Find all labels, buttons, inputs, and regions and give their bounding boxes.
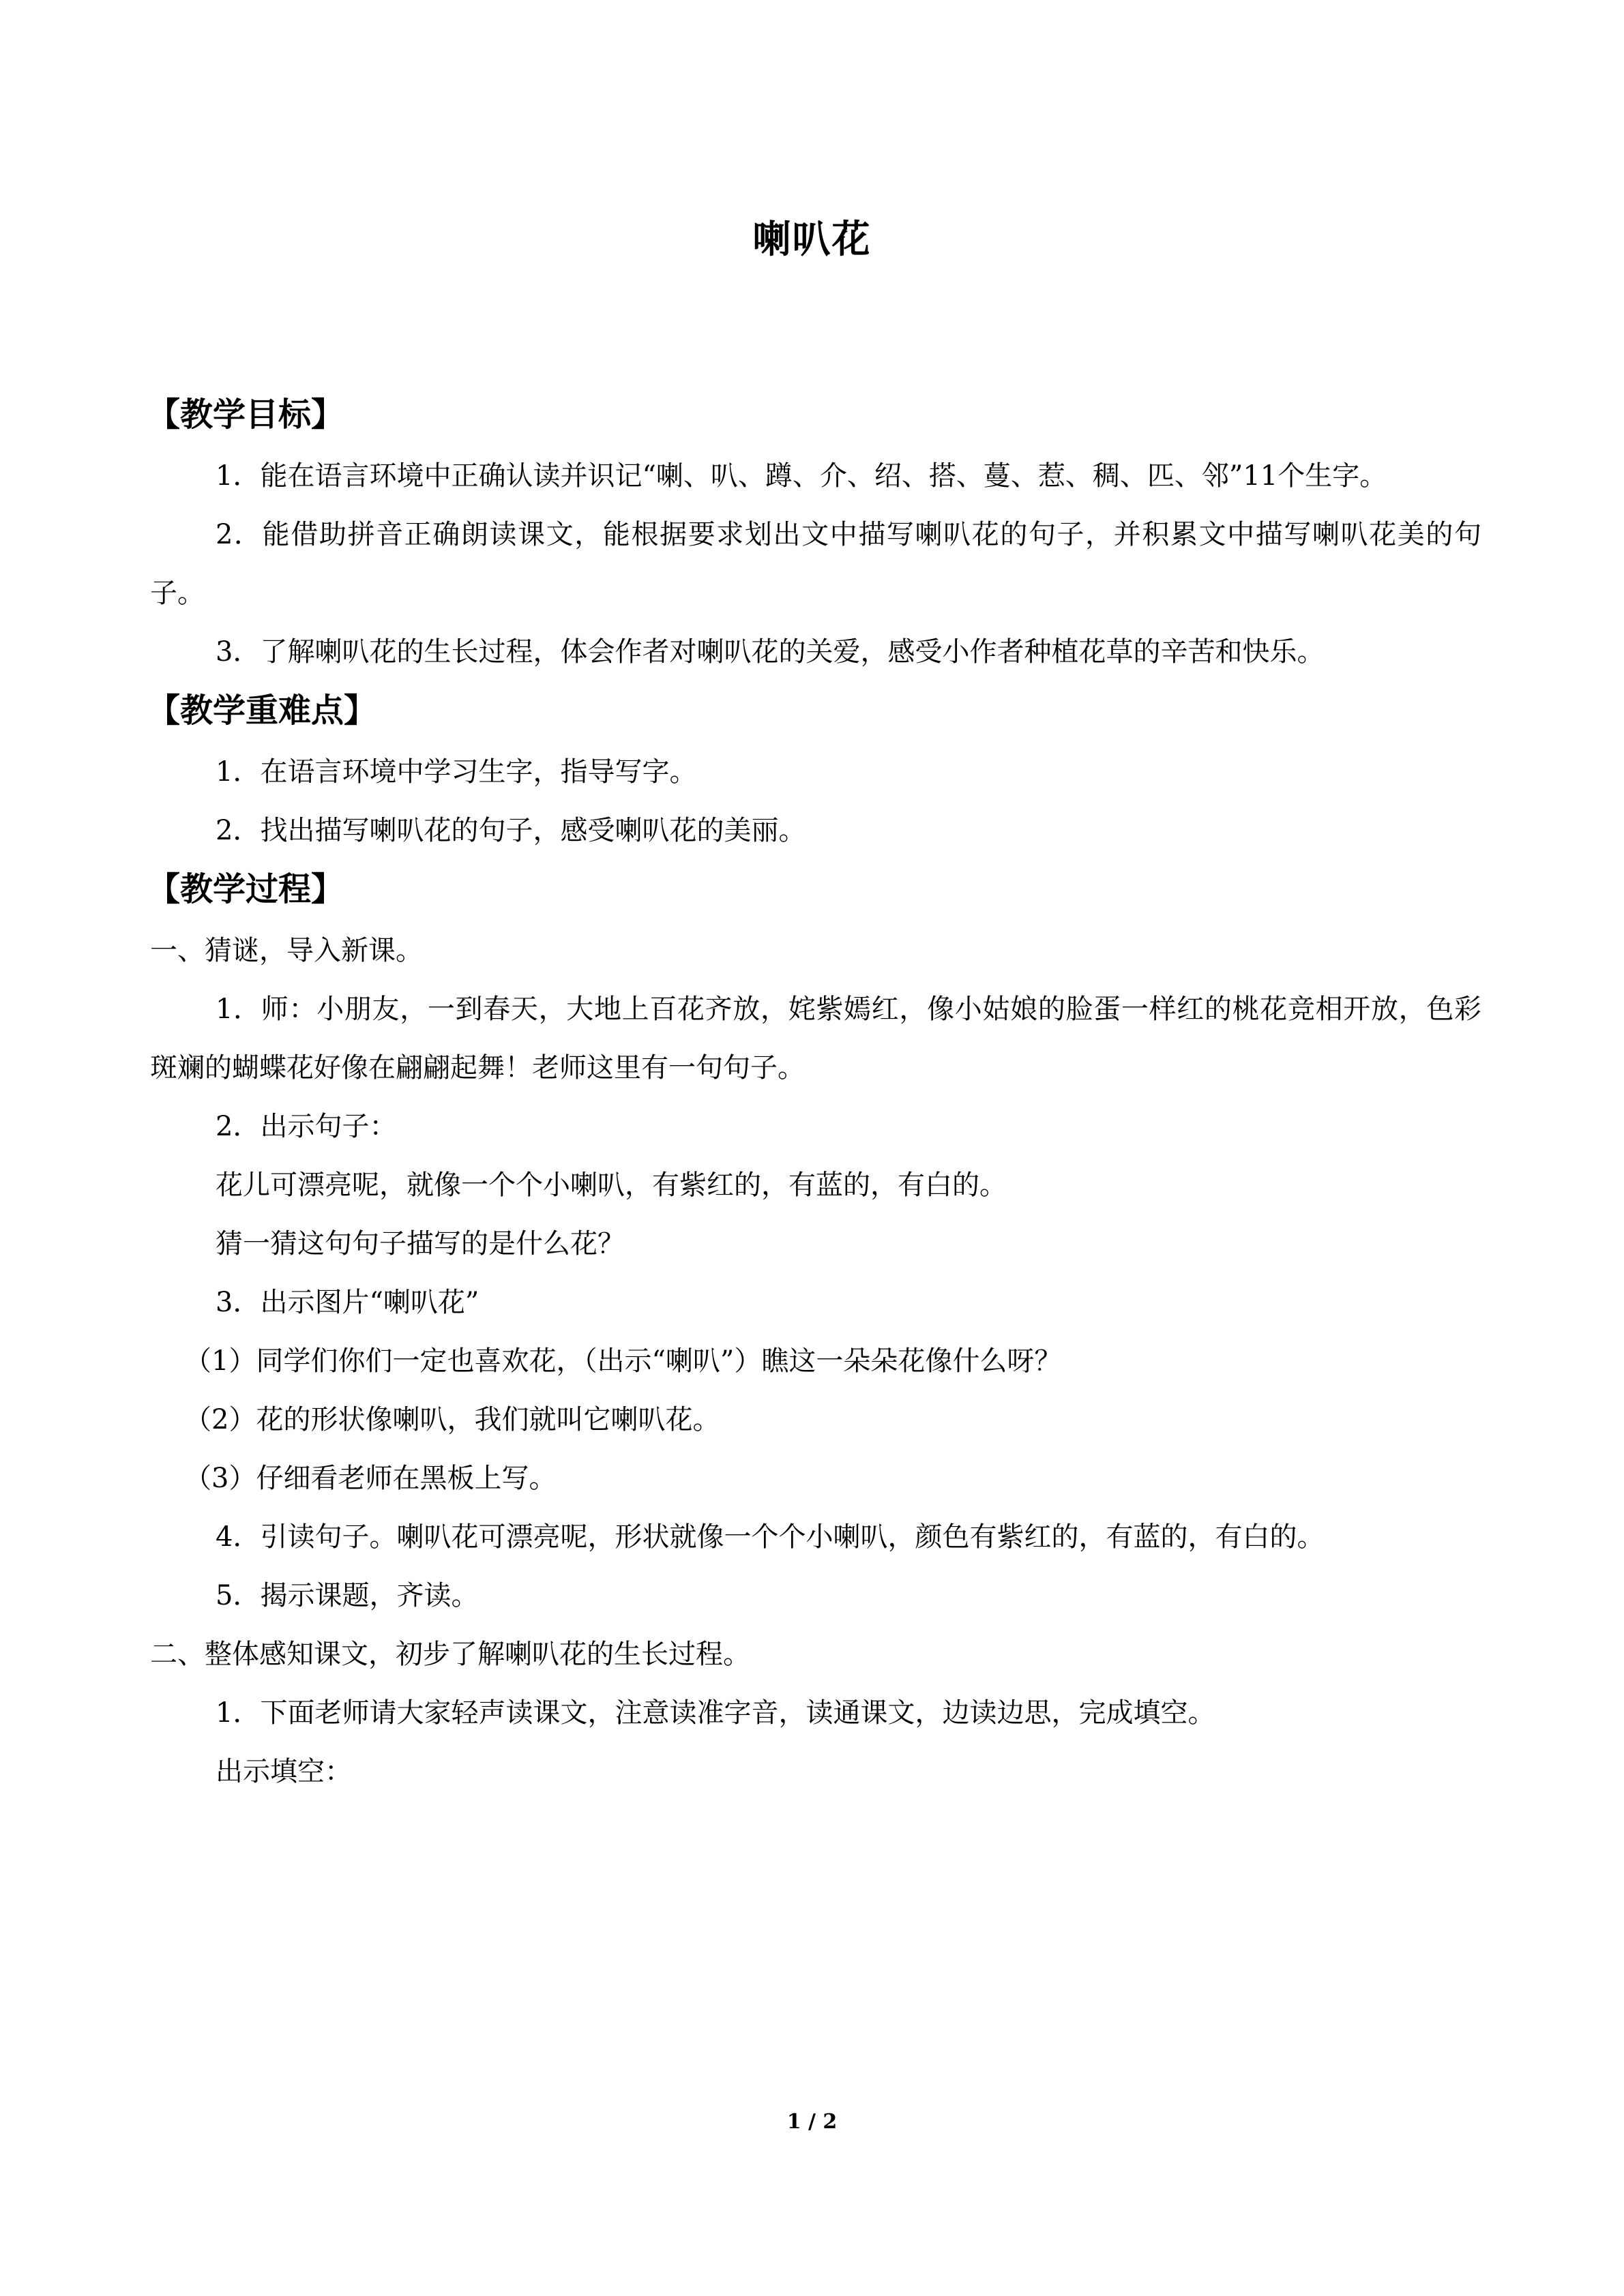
process-part-title: 二、整体感知课文，初步了解喇叭花的生长过程。	[150, 1639, 750, 1670]
page-number: 1 / 2	[786, 2110, 838, 2134]
goal-item: 1．能在语言环境中正确认读并识记“喇、叭、蹲、介、绍、搭、蔓、惹、稠、匹、邻”11个生字。	[216, 460, 1387, 492]
section-heading-goals: 【教学目标】	[147, 396, 344, 434]
keypoint-item: 1．在语言环境中学习生字，指导写字。	[216, 756, 697, 788]
goal-item: 2．能借助拼音正确朗读课文，能根据要求划出文中描写喇叭花的句子，并积累文中描写喇叭花美的句子。	[150, 519, 1481, 609]
process-detail: 花儿可漂亮呢，就像一个个小喇叭，有紫红的，有蓝的，有白的。	[216, 1169, 1007, 1201]
process-step: 1．师：小朋友，一到春天，大地上百花齐放，姹紫嫣红，像小姑娘的脸蛋一样红的桃花竞相开放，色彩斑斓的蝴蝶花好像在翩翩起舞！老师这里有一句句子。	[150, 994, 1481, 1084]
process-substep: （1）同学们你们一定也喜欢花，（出示“喇叭”）瞧这一朵朵花像什么呀？	[184, 1345, 1062, 1377]
process-substep: （3）仔细看老师在黑板上写。	[184, 1463, 557, 1494]
process-detail: 猜一猜这句句子描写的是什么花？	[216, 1228, 625, 1259]
keypoint-item: 2．找出描写喇叭花的句子，感受喇叭花的美丽。	[216, 815, 806, 846]
process-step: 2．出示句子：	[216, 1111, 397, 1142]
process-detail: 出示填空：	[216, 1756, 352, 1787]
process-step: 5．揭示课题，齐读。	[216, 1580, 479, 1611]
section-heading-process: 【教学过程】	[147, 870, 344, 908]
goal-item: 3．了解喇叭花的生长过程，体会作者对喇叭花的关爱，感受小作者种植花草的辛苦和快乐。	[216, 636, 1325, 668]
process-substep: （2）花的形状像喇叭，我们就叫它喇叭花。	[184, 1404, 720, 1435]
document-title: 喇叭花	[752, 218, 872, 262]
document-body	[147, 385, 1481, 1801]
process-step: 3．出示图片“喇叭花”	[216, 1287, 479, 1318]
process-step: 1．下面老师请大家轻声读课文，注意读准字音，读通课文，边读边思，完成填空。	[216, 1697, 1215, 1729]
process-part-title: 一、猜谜，导入新课。	[150, 935, 423, 966]
process-step: 4．引读句子。喇叭花可漂亮呢，形状就像一个个小喇叭，颜色有紫红的，有蓝的，有白的。	[216, 1521, 1325, 1553]
section-heading-keypoints: 【教学重难点】	[147, 691, 377, 730]
